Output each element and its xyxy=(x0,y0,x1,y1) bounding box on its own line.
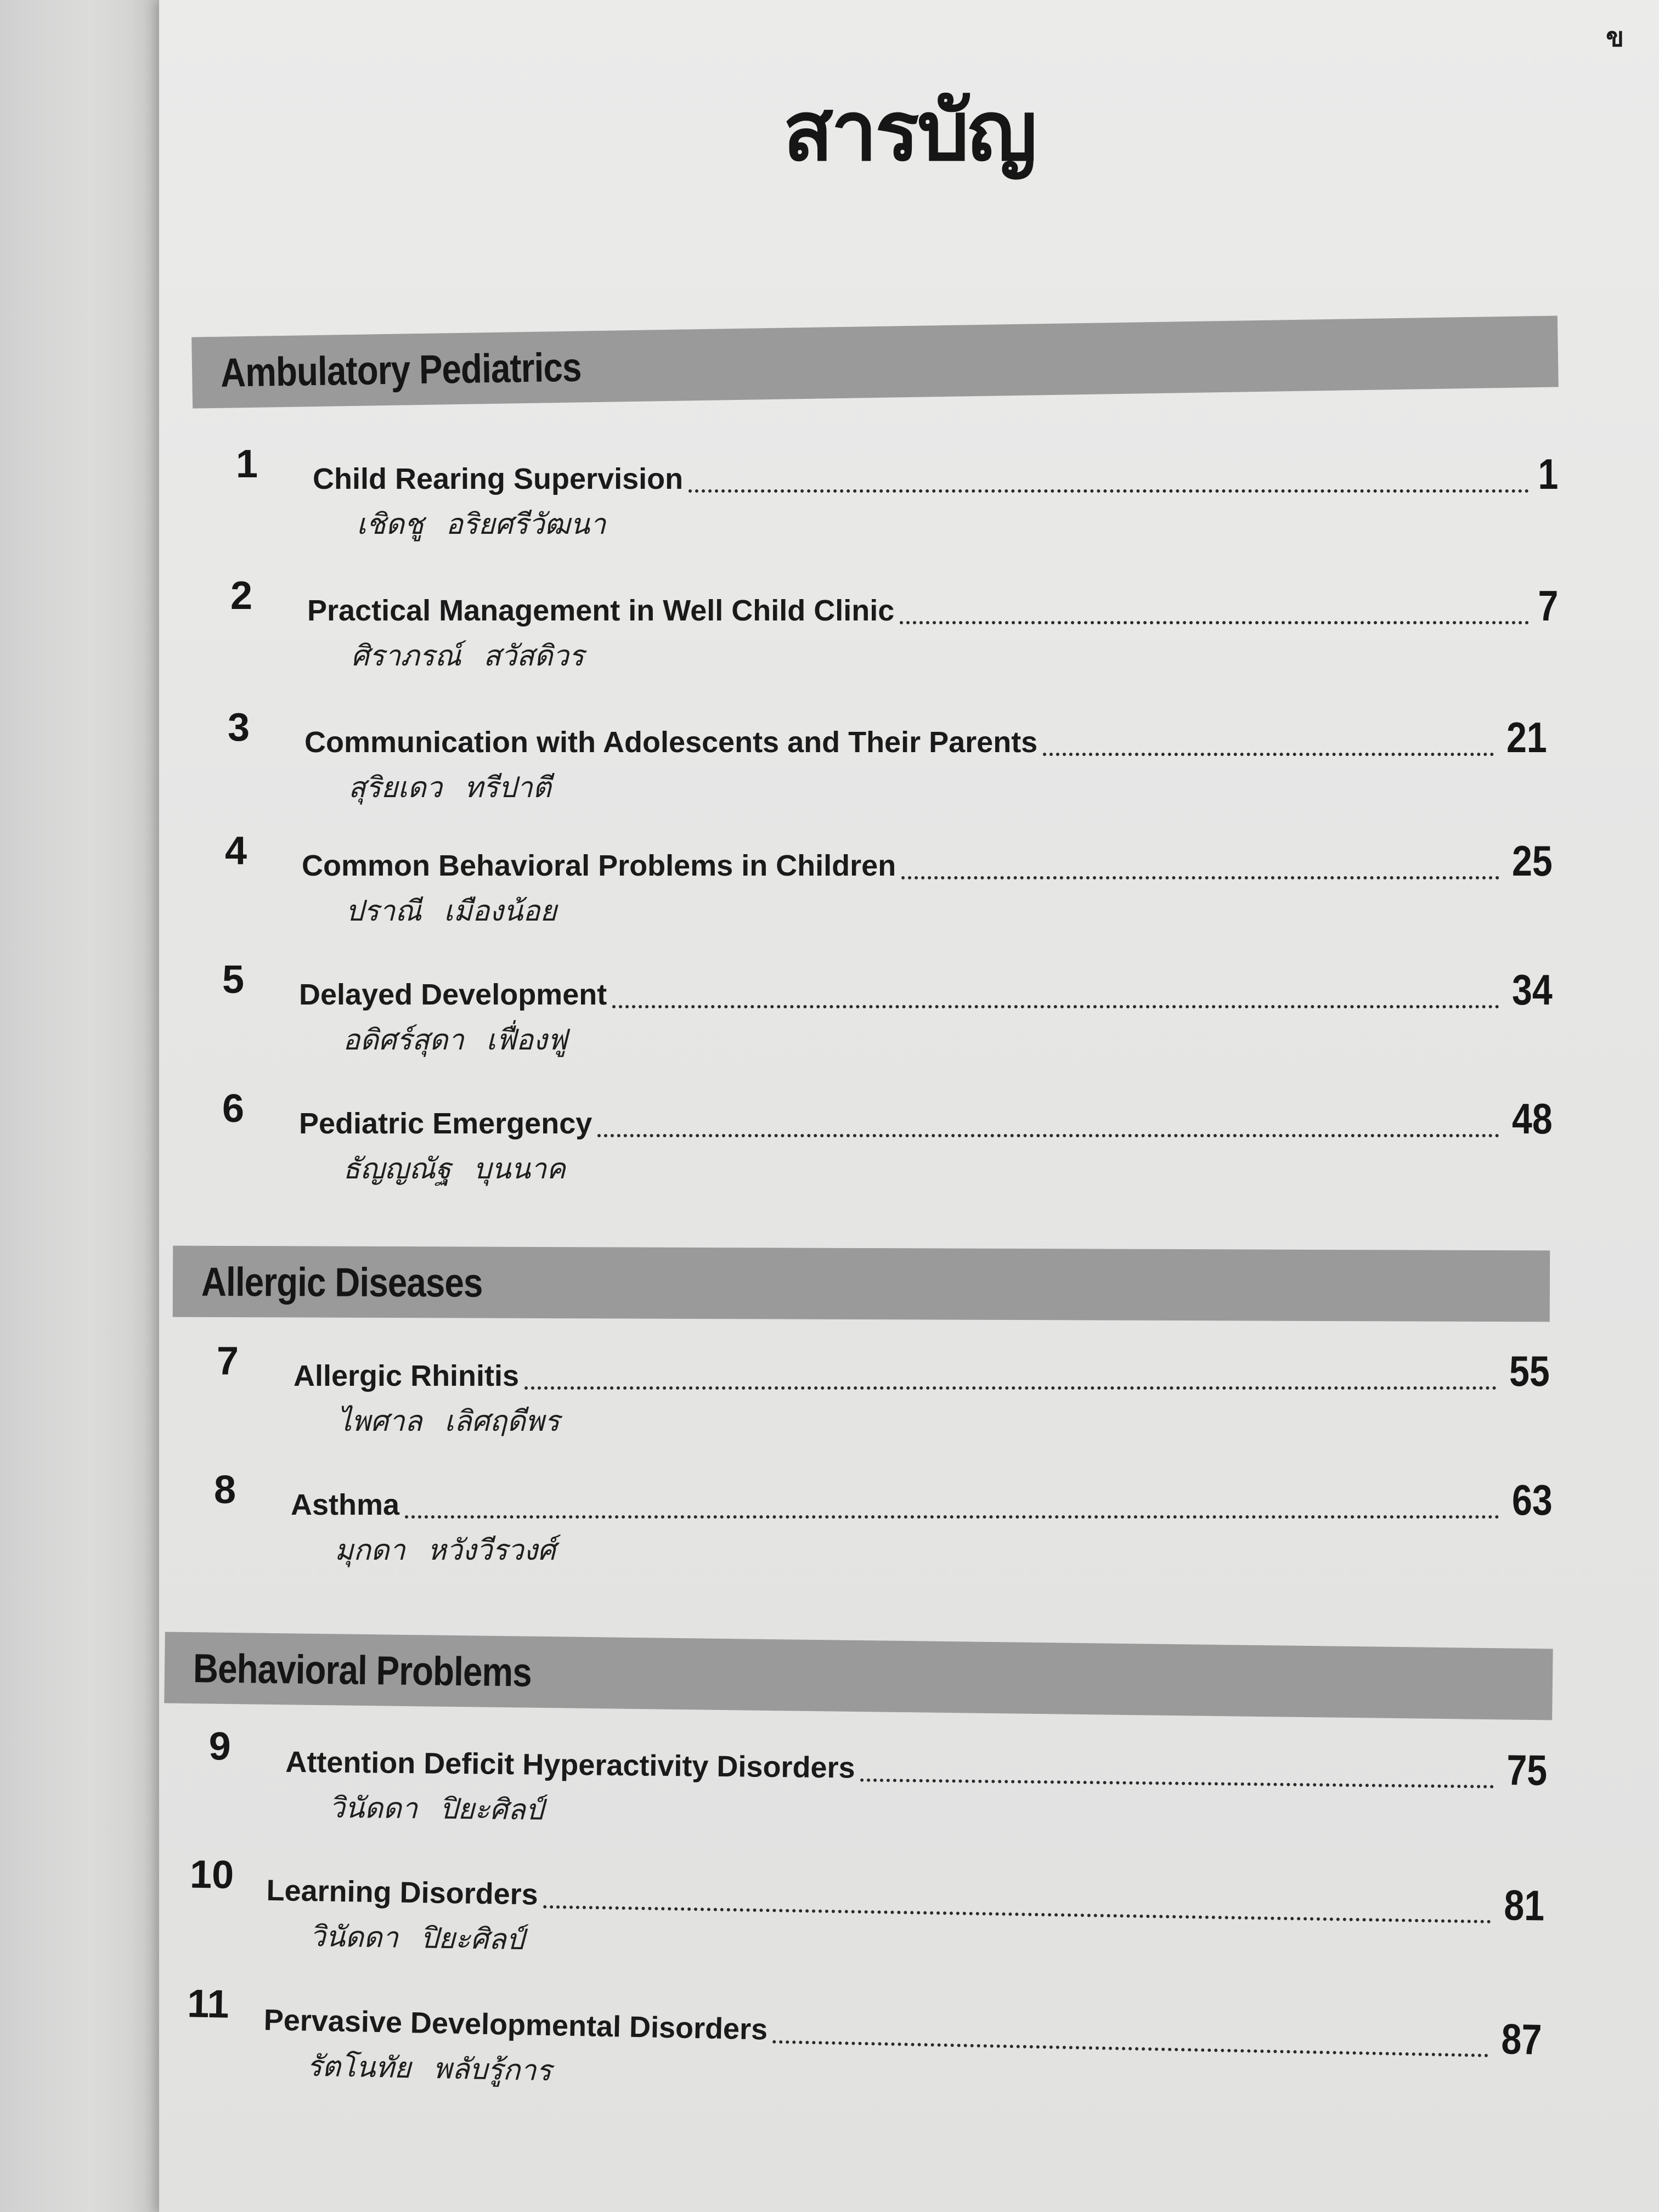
toc-entry[interactable] xyxy=(185,1981,1542,2117)
chapter-number: 6 xyxy=(222,1087,245,1131)
toc-sections xyxy=(159,0,1659,2212)
chapter-number: 11 xyxy=(187,1982,230,2027)
chapter-title: Asthma xyxy=(291,1488,400,1521)
leader-dots xyxy=(524,1384,1497,1390)
chapter-title: Common Behavioral Problems in Children xyxy=(302,849,896,882)
chapter-number: 3 xyxy=(228,706,250,749)
chapter-author: วินัดดา ปิยะศิลป์ xyxy=(329,1791,544,1827)
chapter-number: 4 xyxy=(225,829,247,873)
section-title: Allergic Diseases xyxy=(201,1259,483,1306)
chapter-page: 25 xyxy=(1512,837,1553,885)
leader-dots xyxy=(860,1776,1494,1788)
chapter-title: Learning Disorders xyxy=(266,1874,539,1911)
toc-entry[interactable] xyxy=(208,1724,1548,1848)
leader-dots xyxy=(773,2038,1489,2057)
toc-entry[interactable] xyxy=(214,1468,1553,1577)
chapter-title: Pervasive Developmental Disorders xyxy=(263,2003,768,2046)
chapter-author: ธัญญณัฐ บุนนาค xyxy=(343,1153,566,1186)
binding-edge xyxy=(0,0,165,2212)
chapter-title: Practical Management in Well Child Clinic xyxy=(307,594,895,627)
toc-page xyxy=(159,0,1659,2212)
toc-entry[interactable] xyxy=(217,1339,1550,1448)
toc-entry[interactable] xyxy=(222,957,1553,1067)
page-title: สารบัญ xyxy=(783,84,1035,179)
chapter-number: 9 xyxy=(208,1724,232,1769)
leader-dots xyxy=(1043,751,1494,756)
section-header-allergic-diseases xyxy=(173,1246,1550,1322)
chapter-author: สุริยเดว ทรีปาตี xyxy=(348,771,551,804)
chapter-page: 34 xyxy=(1512,966,1553,1014)
toc-entry[interactable] xyxy=(222,1086,1553,1196)
toc-entry[interactable] xyxy=(228,705,1547,815)
leader-dots xyxy=(597,1132,1499,1137)
chapter-author: อดิศร์สุดา เฟื่องฟู xyxy=(343,1024,568,1057)
chapter-author: วินัดดา ปิยะศิลป์ xyxy=(309,1920,525,1957)
leader-dots xyxy=(901,874,1499,879)
leader-dots xyxy=(612,1003,1499,1008)
chapter-number: 7 xyxy=(217,1339,239,1383)
chapter-page: 48 xyxy=(1512,1094,1553,1143)
chapter-title: Child Rearing Supervision xyxy=(313,462,684,495)
chapter-author: มุกดา หวังวีรวงศ์ xyxy=(335,1534,556,1567)
section-header-ambulatory-pediatrics xyxy=(191,315,1559,408)
chapter-page: 87 xyxy=(1500,2015,1543,2064)
chapter-number: 5 xyxy=(222,958,245,1002)
leader-dots xyxy=(543,1903,1491,1923)
chapter-number: 10 xyxy=(189,1852,234,1897)
chapter-title: Pediatric Emergency xyxy=(299,1107,592,1140)
chapter-number: 2 xyxy=(230,574,253,618)
section-title: Behavioral Problems xyxy=(193,1645,532,1695)
chapter-title: Delayed Development xyxy=(299,978,607,1011)
page-letter: ข xyxy=(1606,22,1624,53)
chapter-page: 75 xyxy=(1506,1746,1548,1795)
section-header-behavioral-problems xyxy=(164,1632,1553,1720)
chapter-author: ศิราภรณ์ สวัสดิวร xyxy=(351,640,584,673)
chapter-title: Allergic Rhinitis xyxy=(294,1359,520,1392)
chapter-title: Attention Deficit Hyperactivity Disorders xyxy=(285,1745,855,1785)
chapter-title: Communication with Adolescents and Their Parents xyxy=(304,726,1038,759)
chapter-page: 81 xyxy=(1504,1881,1545,1930)
toc-entry[interactable] xyxy=(230,573,1558,683)
chapter-page: 21 xyxy=(1506,713,1547,761)
toc-entry[interactable] xyxy=(189,1852,1545,1983)
chapter-page: 1 xyxy=(1538,450,1558,498)
chapter-author: เชิดชู อริยศรีวัฒนา xyxy=(357,508,606,541)
chapter-page: 7 xyxy=(1538,582,1558,630)
section-title: Ambulatory Pediatrics xyxy=(220,343,582,396)
chapter-number: 8 xyxy=(214,1468,236,1512)
chapter-number: 1 xyxy=(236,442,258,486)
leader-dots xyxy=(405,1513,1499,1519)
chapter-page: 55 xyxy=(1509,1347,1550,1395)
leader-dots xyxy=(900,619,1528,624)
chapter-author: ไพศาล เลิศฤดีพร xyxy=(337,1405,560,1438)
chapter-page: 63 xyxy=(1512,1476,1553,1524)
chapter-author: ปราณี เมืองน้อย xyxy=(346,895,557,928)
chapter-author: รัตโนทัย พลับรู้การ xyxy=(306,2050,552,2088)
toc-entry[interactable] xyxy=(236,442,1558,551)
leader-dots xyxy=(689,487,1529,493)
toc-entry[interactable] xyxy=(225,828,1553,938)
